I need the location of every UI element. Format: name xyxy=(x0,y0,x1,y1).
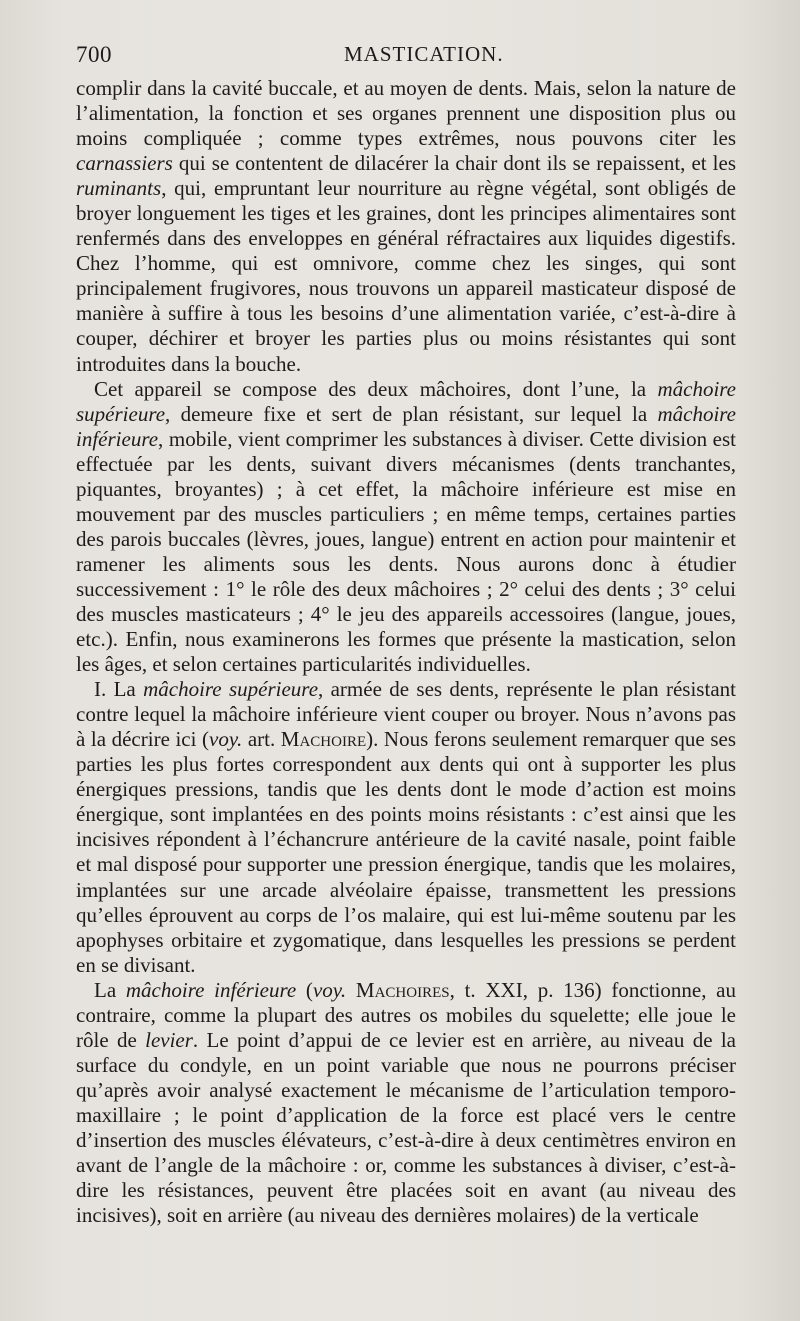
text-run: , t. XXI, p. 136) fonctionne, au contraire, comme la plupart des autres os mobiles du squelette; elle joue le rôle de xyxy=(76,977,737,1052)
term-machoire-inferieure: mâchoire inférieure xyxy=(76,401,736,451)
page-header xyxy=(76,38,736,72)
text-run: complir dans la cavité buccale, et au moyen de dents. Mais, selon la nature de l’alimentation, la fonction et ses organes prennent une disposition plus ou moins compliquée ; comme types extrêmes, nous pouvons citer les xyxy=(76,76,736,151)
text-run: ). Nous ferons seulement remarquer que ses parties les plus fortes correspondent aux dents qui ont à supporter les plus énergiques pressions, tandis que les dents dont le mode d’action est moins énergique, sont implantées en des points moins résistants : c’est ainsi que les incisives répondent à l’échancrure antérieure de la cavité nasale, point faible et mal disposé pour supporter une pression énergique, tandis que les molaires, implantées sur une arcade alvéolaire épaisse, transmettent les pressions qu’elles éprouvent au corps de l’os malaire, qui est lui-même soutenu par les apophyses orbitaire et zygomatique, dans lesquelles les pressions se perdent en se divisant. xyxy=(76,727,736,977)
text-run: art. xyxy=(242,727,281,752)
text-run: , armée de ses dents, représente le plan résistant contre lequel la mâchoire inférieure vient couper ou broyer. Nous n’avons pas à la décrire ici ( xyxy=(76,677,736,752)
text-run: , qui, empruntant leur nourriture au règne végétal, sont obligés de broyer longuement les tiges et les graines, dont les principes alimentaires sont renfermés dans des enveloppes en général réfractaires aux liquides digestifs. Chez l’homme, qui est omnivore, comme chez les singes, qui sont principalement frugivores, nous trouvons un appareil masticateur disposé de manière à suffire à tous les besoins d’une alimentation variée, c’est-à-dire à couper, déchirer et broyer les parties plus ou moins résistantes qui sont introduites dans la bouche. xyxy=(76,176,736,376)
text-run: La xyxy=(94,977,126,1002)
ref-voy: voy. xyxy=(209,727,243,752)
text-run: , mobile, vient comprimer les substances à diviser. Cette division est effectuée par les dents, suivant divers mécanismes (dents tranchantes, piquantes, broyantes) ; à cet effet, la mâchoire inférieure est mise en mouvement par des muscles particuliers ; en même temps, certaines parties des parois buccales (lèvres, joues, langue) entrent en action pour maintenir et ramener les aliments sous les dents. Nous aurons donc à étudier successivement : 1° le rôle des deux mâchoires ; 2° celui des dents ; 3° celui des muscles masticateurs ; 4° le jeu des appareils accessoires (langue, joues, etc.). Enfin, nous examinerons les formes que présente la mastication, selon les âges, et selon certaines particularités individuelles. xyxy=(76,426,736,677)
term-machoire-superieure: mâchoire supérieure xyxy=(76,376,736,426)
text-run: I. La xyxy=(94,677,144,702)
term-carnassiers: carnassiers xyxy=(76,151,173,176)
paragraph-4 xyxy=(76,978,736,1228)
text-run: ( xyxy=(296,977,313,1002)
body-text xyxy=(76,76,736,1228)
term-machoire-superieure: mâchoire supérieure xyxy=(143,677,319,702)
running-title: MASTICATION. xyxy=(344,42,504,66)
ref-article-machoires: Machoires xyxy=(355,977,450,1002)
text-run: , demeure fixe et sert de plan résistant, sur lequel la xyxy=(165,401,658,426)
text-run xyxy=(346,978,356,1002)
text-run: Cet appareil se compose des deux mâchoires, dont l’une, la xyxy=(94,376,658,401)
paragraph-2 xyxy=(76,377,736,678)
term-levier: levier xyxy=(145,1027,193,1052)
term-ruminants: ruminants xyxy=(76,176,162,201)
paragraph-1 xyxy=(76,76,736,377)
text-run: qui se contentent de dilacérer la chair dont ils se repaissent, et les xyxy=(172,151,736,176)
ref-article-machoire: Machoire xyxy=(280,727,367,752)
paragraph-3 xyxy=(76,677,736,978)
text-run: . Le point d’appui de ce levier est en arrière, au niveau de la surface du condyle, en un point variable que nous ne pourrons préciser qu’après avoir analysé exactement le mécanisme de l’articulation temporo-maxillaire ; le point d’application de la force est placé vers le centre d’insertion des muscles élévateurs, c’est-à-dire à deux centimètres environ en avant de l’angle de la mâchoire : or, comme les substances à diviser, c’est-à-dire les résistances, peuvent être placées soit en avant (au niveau des incisives), soit en arrière (au niveau des dernières molaires) de la verticale xyxy=(76,1027,736,1228)
term-machoire-inferieure: mâchoire inférieure xyxy=(125,977,297,1002)
ref-voy: voy. xyxy=(312,977,347,1002)
page-number: 700 xyxy=(76,42,112,67)
